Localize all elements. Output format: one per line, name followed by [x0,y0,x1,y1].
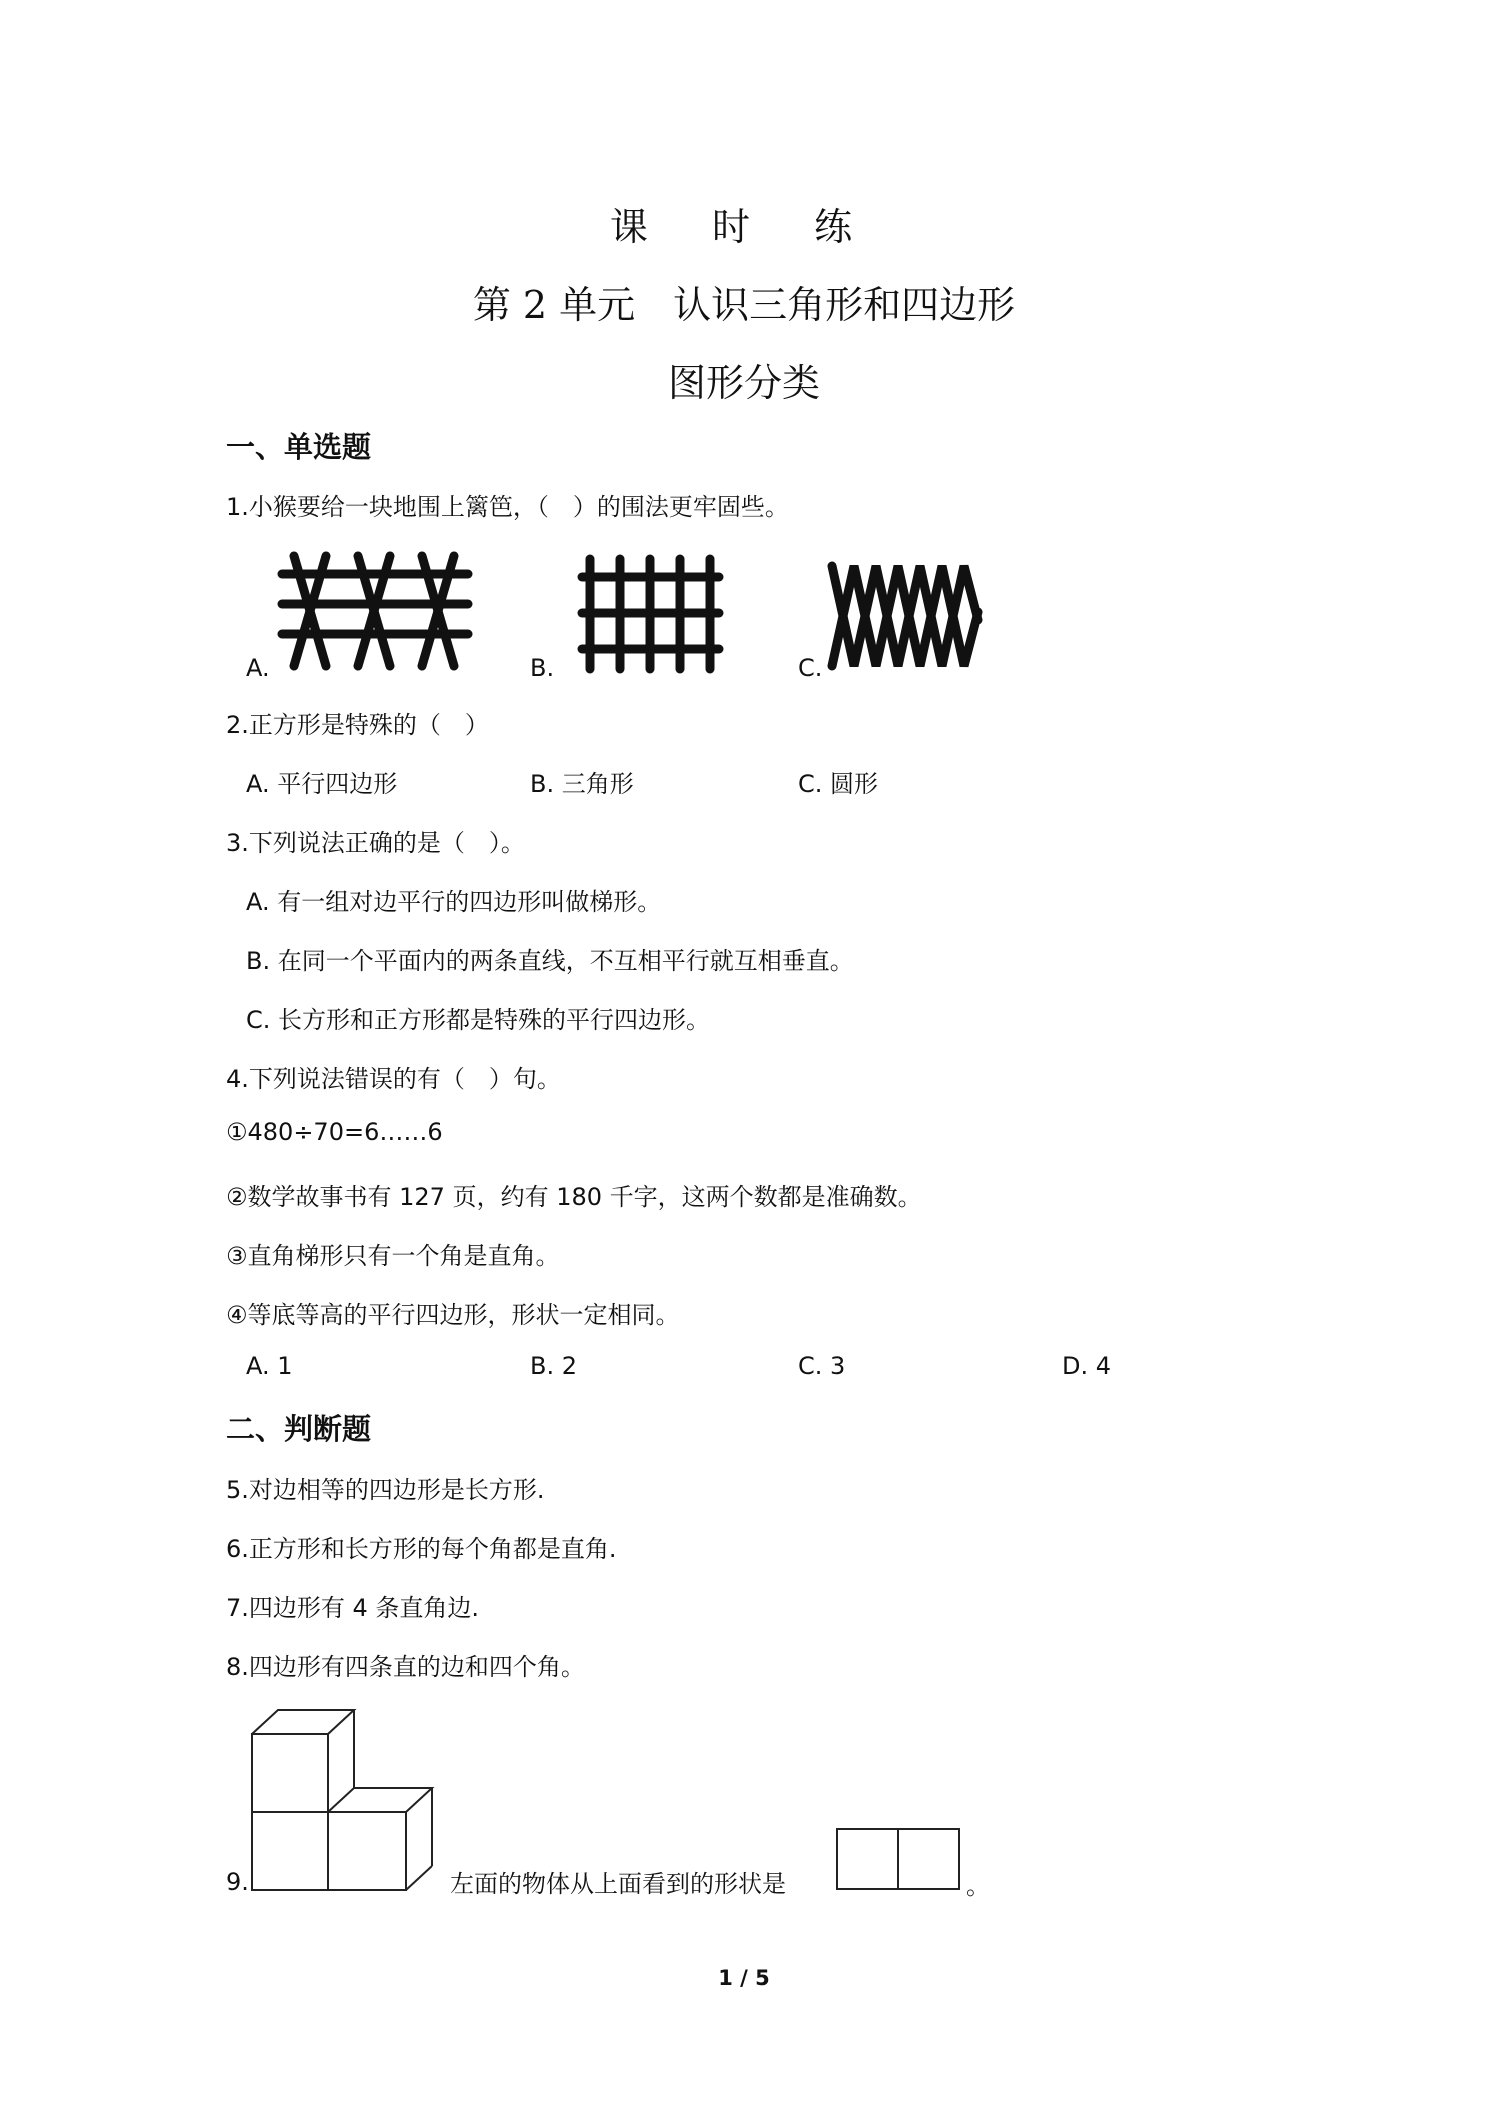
question-4: 4.下列说法错误的有（ ）句。 [226,1065,561,1093]
section-true-false: 二、判断题 [226,1412,372,1446]
question-9-number: 9. [226,1868,249,1896]
q3-option-b: B. 在同一个平面内的两条直线，不互相平行就互相垂直。 [246,947,854,975]
page-title: 课 时 练 [609,205,879,249]
question-2: 2.正方形是特殊的（ ） [226,711,489,739]
q2-option-a: A. 平行四边形 [246,770,398,798]
question-5: 5.对边相等的四边形是长方形. [226,1476,545,1504]
fence-a-image [280,552,470,670]
fence-b-image [578,555,723,673]
page-number: 1 / 5 [718,1966,770,1990]
cube-stack-image [250,1708,444,1892]
q4-option-b: B. 2 [530,1352,577,1380]
question-8: 8.四边形有四条直的边和四个角。 [226,1653,585,1681]
section-single-choice: 一、单选题 [226,430,372,464]
q4-statement-3: ③直角梯形只有一个角是直角。 [226,1242,560,1270]
unit-title: 第 2 单元 认识三角形和四边形 [472,283,1016,327]
q2-option-c: C. 圆形 [798,770,879,798]
q4-option-a: A. 1 [246,1352,293,1380]
q1-option-a-label: A. [246,654,270,682]
fence-c-image [826,560,984,672]
q4-option-c: C. 3 [798,1352,846,1380]
question-9-end: 。 [966,1872,990,1900]
question-1: 1.小猴要给一块地围上篱笆，（ ）的围法更牢固些。 [226,493,789,521]
q4-statement-4: ④等底等高的平行四边形，形状一定相同。 [226,1301,680,1329]
question-7: 7.四边形有 4 条直角边. [226,1594,480,1622]
q4-statement-2: ②数学故事书有 127 页，约有 180 千字，这两个数都是准确数。 [226,1183,922,1211]
question-9-text: 左面的物体从上面看到的形状是 [450,1870,786,1898]
q3-option-c: C. 长方形和正方形都是特殊的平行四边形。 [246,1006,711,1034]
lesson-title: 图形分类 [667,361,820,405]
question-3: 3.下列说法正确的是（ ）。 [226,829,525,857]
q4-option-d: D. 4 [1062,1352,1112,1380]
q2-option-b: B. 三角形 [530,770,634,798]
q4-statement-1: ①480÷70=6……6 [226,1118,443,1146]
top-view-shape [836,1828,960,1890]
q1-option-b-label: B. [530,654,555,682]
q3-option-a: A. 有一组对边平行的四边形叫做梯形。 [246,888,662,916]
question-6: 6.正方形和长方形的每个角都是直角. [226,1535,617,1563]
q1-option-c-label: C. [798,654,823,682]
